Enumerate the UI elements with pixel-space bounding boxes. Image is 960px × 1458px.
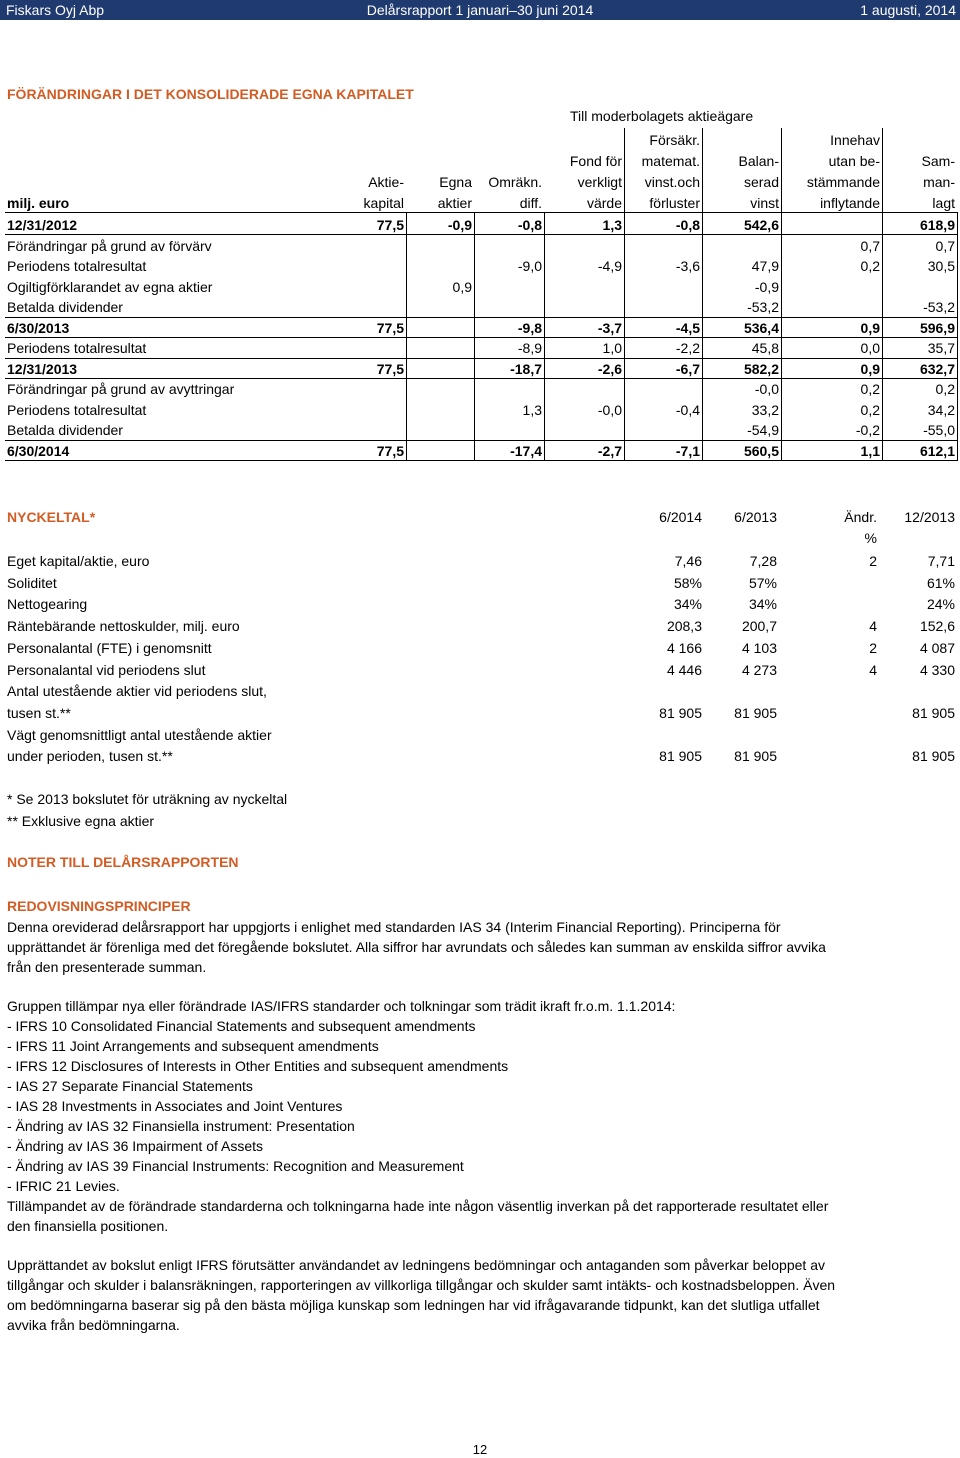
key-figure-row xyxy=(0,660,960,682)
header-column-rule xyxy=(882,128,883,212)
paragraph-line: - IFRS 11 Joint Arrangements and subsequent amendments xyxy=(7,1038,379,1054)
column-header-line: stämmande xyxy=(806,174,880,190)
row-label: Förändringar på grund av avyttringar xyxy=(7,381,235,397)
equity-section-title: FÖRÄNDRINGAR I DET KONSOLIDERADE EGNA KAPITALET xyxy=(7,86,414,102)
key-figure-row xyxy=(0,551,960,573)
paragraph-line: - Ändring av IAS 36 Impairment of Assets xyxy=(7,1138,264,1154)
cell-value: 0,2 xyxy=(860,401,880,418)
balance-rule xyxy=(5,460,957,461)
key-figures-column-header: Ändr. xyxy=(844,509,877,525)
cell-value: -53,2 xyxy=(747,299,779,315)
cell-value: 1,3 xyxy=(522,401,542,418)
key-figure-label: tusen st.** xyxy=(7,704,71,721)
key-figure-label: Nettogearing xyxy=(7,596,88,613)
column-rule xyxy=(474,212,475,461)
cell-value: 536,4 xyxy=(743,319,779,336)
row-label: 12/31/2013 xyxy=(7,360,78,377)
key-figure-row xyxy=(0,725,960,768)
row-label: Betalda dividender xyxy=(7,299,123,315)
paragraph-line: från den presenterade summan. xyxy=(7,959,207,975)
balance-rule xyxy=(5,440,957,441)
cell-value: 582,2 xyxy=(743,360,779,377)
column-rule xyxy=(544,212,545,461)
column-header-line: Omräkn. xyxy=(488,174,542,190)
column-header-line: Balan- xyxy=(738,153,779,169)
column-header-line: Egna xyxy=(439,174,472,190)
cell-value: -0,2 xyxy=(855,422,880,438)
cell-value: 1,0 xyxy=(602,340,622,356)
cell-value: -0,4 xyxy=(675,401,700,418)
cell-value: -18,7 xyxy=(510,360,542,377)
column-header-line: Innehav xyxy=(830,132,880,148)
column-rule xyxy=(957,212,958,461)
paragraph-line: - IFRIC 21 Levies. xyxy=(7,1178,120,1194)
key-figure-value: 81 905 xyxy=(734,704,777,721)
row-label: Periodens totalresultat xyxy=(7,258,147,274)
key-figure-value: 208,3 xyxy=(666,618,702,635)
balance-rule xyxy=(5,337,957,338)
cell-value: -3,6 xyxy=(675,258,700,274)
column-header-line: lagt xyxy=(932,195,955,211)
equity-table-row xyxy=(0,441,960,461)
paragraph-line: - Ändring av IAS 32 Finansiella instrument: Presentation xyxy=(7,1118,355,1134)
cell-value: 560,5 xyxy=(743,442,779,459)
header-column-rule xyxy=(781,128,782,212)
key-figure-value: 2 xyxy=(869,639,877,656)
cell-value: 612,1 xyxy=(919,442,955,459)
cell-value: -6,7 xyxy=(675,360,700,377)
column-header-line: utan be- xyxy=(828,153,880,169)
row-label: 6/30/2013 xyxy=(7,319,70,336)
paragraph-line: - IAS 28 Investments in Associates and Joint Ventures xyxy=(7,1098,343,1114)
column-header-line: diff. xyxy=(519,195,542,211)
paragraph-line: - IFRS 12 Disclosures of Interests in Other Entities and subsequent amendments xyxy=(7,1058,509,1074)
cell-value: -53,2 xyxy=(923,299,955,315)
cell-value: 0,9 xyxy=(860,360,880,377)
key-figure-value: 34% xyxy=(748,596,777,613)
cell-value: 45,8 xyxy=(751,340,779,356)
row-label: 12/31/2012 xyxy=(7,217,78,233)
cell-value: 0,2 xyxy=(860,258,880,274)
cell-value: 47,9 xyxy=(751,258,779,274)
key-figure-label: Soliditet xyxy=(7,574,57,591)
cell-value: 542,6 xyxy=(743,217,779,233)
cell-value: 0,2 xyxy=(935,381,955,397)
cell-value: -55,0 xyxy=(923,422,955,438)
cell-value: -4,5 xyxy=(675,319,700,336)
balance-rule xyxy=(5,378,957,379)
paragraph-line: tillgångar och skulder i balansräkningen, rapporteringen av villkorliga tillgångar och skulder samt intäkts- och kostnadsbeloppen. Även xyxy=(7,1277,836,1293)
equity-table-row xyxy=(0,359,960,379)
cell-value: 632,7 xyxy=(919,360,955,377)
cell-value: -0,8 xyxy=(517,217,542,233)
paragraph-line: - IAS 27 Separate Financial Statements xyxy=(7,1078,253,1094)
key-figure-label: under perioden, tusen st.** xyxy=(7,748,173,765)
header-column-rule xyxy=(624,128,625,212)
equity-table-row xyxy=(0,338,960,358)
key-figure-value: 81 905 xyxy=(734,748,777,765)
equity-table-row xyxy=(0,297,960,317)
cell-value: -9,8 xyxy=(517,319,542,336)
key-figure-value: 57% xyxy=(748,574,777,591)
column-header-line: serad xyxy=(743,174,779,190)
row-label: Förändringar på grund av förvärv xyxy=(7,237,212,254)
cell-value: -54,9 xyxy=(747,422,779,438)
key-figure-value: 7,46 xyxy=(674,553,702,569)
column-rule xyxy=(702,212,703,461)
key-figures-column-header: 6/2013 xyxy=(734,509,777,525)
column-rule xyxy=(406,212,407,461)
column-header-line: förluster xyxy=(649,195,700,211)
key-figure-value: 24% xyxy=(926,596,955,613)
cell-value: 618,9 xyxy=(919,217,955,233)
paragraph-line: avvika från bedömningarna. xyxy=(7,1317,180,1333)
cell-value: 77,5 xyxy=(376,442,404,459)
balance-rule xyxy=(5,317,957,318)
column-header-line: Försäkr. xyxy=(649,132,700,148)
key-figure-row xyxy=(0,616,960,638)
key-figure-value: 4 087 xyxy=(919,639,955,656)
key-figure-value: 4 446 xyxy=(666,661,702,678)
row-label: Periodens totalresultat xyxy=(7,401,147,418)
balance-rule xyxy=(5,234,957,235)
column-header-line: aktier xyxy=(437,195,472,211)
equity-table-row xyxy=(0,318,960,338)
new-standards-paragraph xyxy=(7,996,953,1236)
key-figure-value: 7,71 xyxy=(927,553,955,569)
key-figure-value: 4 xyxy=(869,661,877,678)
paragraph-line: den finansiella positionen. xyxy=(7,1218,169,1234)
row-label: Ogiltigförklarandet av egna aktier xyxy=(7,278,213,295)
paragraph-line: Upprättandet av bokslut enligt IFRS förutsätter användandet av ledningens bedömningar och antaganden som påverkar beloppet av xyxy=(7,1257,825,1273)
equity-table-row xyxy=(0,215,960,235)
cell-value: -9,0 xyxy=(517,258,542,274)
equity-table-row xyxy=(0,420,960,440)
cell-value: -0,8 xyxy=(675,217,700,233)
report-header-bar xyxy=(0,0,960,20)
paragraph-line: upprättandet är förenliga med det föregående bokslutet. Alla siffror har avrundats och således kan summan av enskilda siffror avvika xyxy=(7,939,826,955)
column-header-line: inflytande xyxy=(820,195,880,211)
column-header-line: värde xyxy=(586,195,622,211)
equity-table-row xyxy=(0,379,960,399)
key-figure-label: Personalantal vid periodens slut xyxy=(7,661,206,678)
report-date: 1 augusti, 2014 xyxy=(860,2,956,18)
key-figure-value: 4 166 xyxy=(666,639,702,656)
key-figure-row xyxy=(0,573,960,595)
cell-value: -17,4 xyxy=(510,442,542,459)
accounting-principles-paragraph xyxy=(7,917,953,977)
key-figure-value: 2 xyxy=(869,553,877,569)
cell-value: 1,1 xyxy=(860,442,880,459)
cell-value: -0,0 xyxy=(597,401,622,418)
row-label: Periodens totalresultat xyxy=(7,340,147,356)
column-rule xyxy=(781,212,782,461)
header-column-rule xyxy=(702,128,703,212)
key-figure-value: 58% xyxy=(673,574,702,591)
paragraph-line: - Ändring av IAS 39 Financial Instruments: Recognition and Measurement xyxy=(7,1158,464,1174)
cell-value: 34,2 xyxy=(927,401,955,418)
key-figure-value: 81 905 xyxy=(912,704,955,721)
equity-table-row xyxy=(0,236,960,256)
equity-table-row xyxy=(0,256,960,276)
accounting-principles-title: REDOVISNINGSPRINCIPER xyxy=(7,898,191,914)
cell-value: 0,2 xyxy=(860,381,880,397)
paragraph-line: om bedömningarna baserar sig på den bästa möjliga kunskap som ledningen har vid ifrågavarande tidpunkt, kan det slutliga utfallet xyxy=(7,1297,820,1313)
cell-value: 0,7 xyxy=(935,237,955,254)
cell-value: 0,9 xyxy=(860,319,880,336)
cell-value: -2,2 xyxy=(675,340,700,356)
cell-value: -8,9 xyxy=(517,340,542,356)
column-header-line: Aktie- xyxy=(368,174,404,190)
cell-value: 0,0 xyxy=(860,340,880,356)
key-figure-value: 4 330 xyxy=(919,661,955,678)
unit-label: milj. euro xyxy=(7,195,70,211)
column-header-line: Fond för xyxy=(569,153,622,169)
paragraph-line: Gruppen tillämpar nya eller förändrade IAS/IFRS standarder och tolkningar som trädit ikraft fr.o.m. 1.1.2014: xyxy=(7,998,676,1014)
key-figure-value: 4 103 xyxy=(741,639,777,656)
column-header-line: vinst.och xyxy=(644,174,700,190)
column-header-line: verkligt xyxy=(577,174,622,190)
column-rule xyxy=(624,212,625,461)
row-label: Betalda dividender xyxy=(7,422,123,438)
key-figure-value: 34% xyxy=(673,596,702,613)
key-figure-value: 81 905 xyxy=(659,704,702,721)
key-figure-value: 81 905 xyxy=(912,748,955,765)
column-header-line: Sam- xyxy=(921,153,955,169)
key-figure-value: 200,7 xyxy=(741,618,777,635)
column-header-line: matemat. xyxy=(641,153,700,169)
key-figure-label: Eget kapital/aktie, euro xyxy=(7,553,150,569)
change-unit-label: % xyxy=(864,530,877,546)
key-figure-label: Vägt genomsnittligt antal utestående aktier xyxy=(7,726,272,743)
estimates-paragraph xyxy=(7,1255,953,1335)
cell-value: 30,5 xyxy=(927,258,955,274)
footnote-key-figures: * Se 2013 bokslutet för uträkning av nyckeltal xyxy=(7,791,288,807)
cell-value: 77,5 xyxy=(376,360,404,377)
key-figure-value: 61% xyxy=(926,574,955,591)
column-rule xyxy=(882,212,883,461)
page-number: 12 xyxy=(472,1442,488,1457)
equity-table-row xyxy=(0,400,960,420)
company-name: Fiskars Oyj Abp xyxy=(6,2,105,18)
key-figure-label: Personalantal (FTE) i genomsnitt xyxy=(7,639,212,656)
key-figure-value: 81 905 xyxy=(659,748,702,765)
cell-value: -0,0 xyxy=(754,381,779,397)
paragraph-line: Tillämpandet av de förändrade standarderna och tolkningarna hade inte någon väsentlig inverkan på det rapporterade resultatet eller xyxy=(7,1198,829,1214)
header-rule xyxy=(5,212,957,213)
cell-value: 1,3 xyxy=(602,217,622,233)
paragraph-line: Denna oreviderad delårsrapport har uppgjorts i enlighet med standarden IAS 34 (Interim Financial Reporting). Principerna för xyxy=(7,919,781,935)
cell-value: -2,7 xyxy=(597,442,622,459)
cell-value: 77,5 xyxy=(376,217,404,233)
column-header-line: vinst xyxy=(750,195,779,211)
notes-section-title: NOTER TILL DELÅRSRAPPORTEN xyxy=(7,854,239,870)
key-figure-row xyxy=(0,594,960,616)
cell-value: 596,9 xyxy=(919,319,955,336)
cell-value: -0,9 xyxy=(447,217,472,233)
cell-value: 0,9 xyxy=(452,278,472,295)
key-figure-label: Räntebärande nettoskulder, milj. euro xyxy=(7,618,240,635)
key-figure-row xyxy=(0,638,960,660)
cell-value: 35,7 xyxy=(927,340,955,356)
cell-value: -7,1 xyxy=(675,442,700,459)
key-figures-column-header: 12/2013 xyxy=(904,509,955,525)
report-title: Delårsrapport 1 januari–30 juni 2014 xyxy=(366,2,594,18)
key-figure-value: 4 xyxy=(869,618,877,635)
cell-value: -4,9 xyxy=(597,258,622,274)
key-figures-title: NYCKELTAL* xyxy=(7,509,96,525)
cell-value: -3,7 xyxy=(597,319,622,336)
cell-value: -2,6 xyxy=(597,360,622,377)
key-figure-value: 4 273 xyxy=(741,661,777,678)
key-figure-value: 7,28 xyxy=(749,553,777,569)
key-figure-row xyxy=(0,681,960,724)
row-label: 6/30/2014 xyxy=(7,442,70,459)
key-figures-column-header: 6/2014 xyxy=(659,509,702,525)
key-figure-label: Antal utestående aktier vid periodens slut, xyxy=(7,683,267,700)
equity-table-row xyxy=(0,277,960,297)
cell-value: 0,7 xyxy=(860,237,880,254)
cell-value: -0,9 xyxy=(754,278,779,295)
footnote-treasury-shares: ** Exklusive egna aktier xyxy=(7,813,155,829)
key-figure-value: 152,6 xyxy=(919,618,955,635)
cell-value: 33,2 xyxy=(751,401,779,418)
column-header-line: man- xyxy=(923,174,955,190)
column-header-line: kapital xyxy=(363,195,404,211)
shareholders-group-header: Till moderbolagets aktieägare xyxy=(570,108,754,124)
paragraph-line: - IFRS 10 Consolidated Financial Statements and subsequent amendments xyxy=(7,1018,476,1034)
cell-value: 77,5 xyxy=(376,319,404,336)
balance-rule xyxy=(5,358,957,359)
